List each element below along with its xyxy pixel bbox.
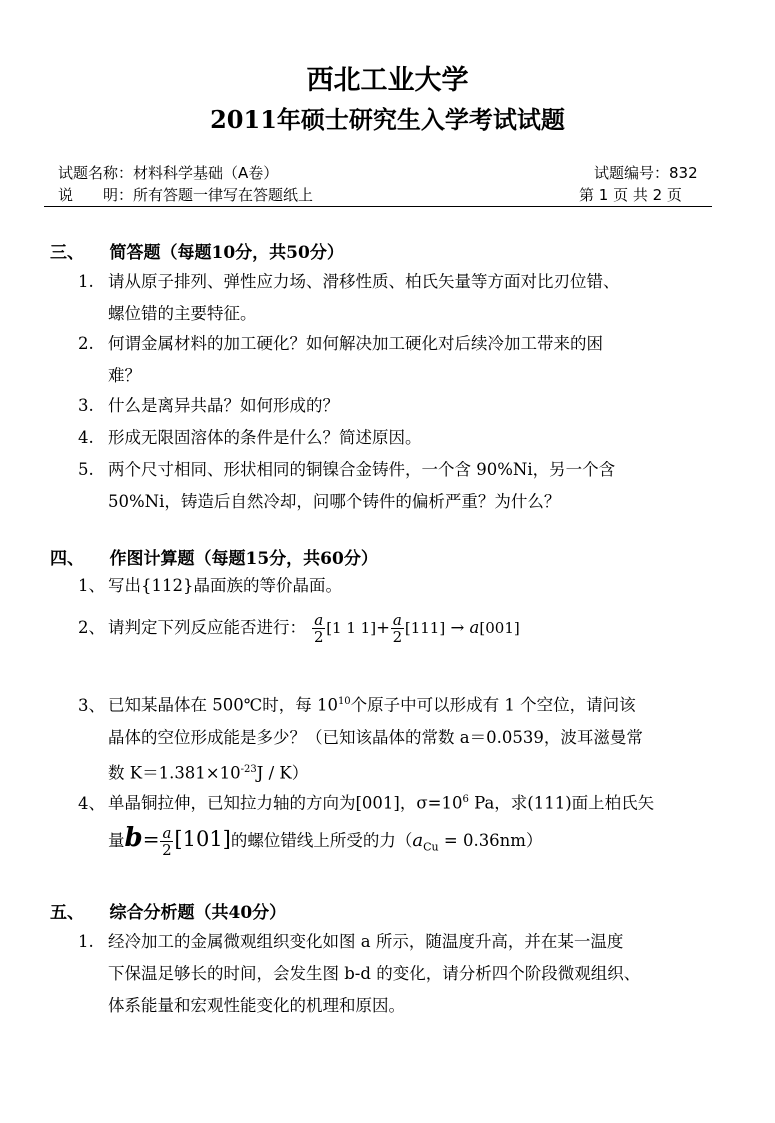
s3-q2-line1: 何谓金属材料的加工硬化？如何解决加工硬化对后续冷加工带来的困 bbox=[108, 334, 603, 353]
s4-q2-result-a: a bbox=[469, 618, 480, 637]
s4-q2-num: 2、 bbox=[78, 618, 105, 637]
s4-q2-frac2: $\frac{a}{2}$ bbox=[392, 611, 403, 646]
header-divider bbox=[44, 206, 712, 207]
s5-q1-line3: 体系能量和宏观性能变化的机理和原因。 bbox=[108, 996, 405, 1015]
s3-q1-num: 1. bbox=[78, 272, 94, 291]
s4-q2-dir1: [1 1 1] bbox=[326, 619, 377, 637]
s4-q4-exp: 6 bbox=[462, 794, 469, 805]
s4-q3-line2: 晶体的空位形成能是多少？（已知该晶体的常数 a＝0.0539，波耳滋曼常 bbox=[108, 727, 643, 747]
s4-q4-cont bbox=[78, 820, 542, 865]
s4-q4-eq: = bbox=[142, 827, 160, 851]
s4-q3-exp2: -23 bbox=[240, 763, 257, 775]
s3-q3 bbox=[78, 390, 339, 422]
s5-q1-line2: 下保温足够长的时间，会发生图 b-d 的变化，请分析四个阶段微观组织、 bbox=[108, 964, 641, 983]
section-5-heading: 五、 综合分析题（共40分） bbox=[50, 903, 287, 923]
s3-q1-line2: 螺位错的主要特征。 bbox=[108, 304, 257, 323]
s4-q4-acu: a bbox=[412, 830, 424, 851]
s4-q2-frac1: $\frac{a}{2}$ bbox=[313, 611, 324, 646]
s4-q4-line1b: Pa，求(111)面上柏氏矢 bbox=[474, 793, 655, 813]
s4-q2-dir2: [111] bbox=[404, 619, 446, 637]
s4-q3-exp1: 10 bbox=[337, 696, 351, 707]
s4-q2-plus: + bbox=[376, 618, 390, 637]
s4-q1-text: 写出{112}晶面族的等价晶面。 bbox=[108, 576, 342, 595]
s4-q4-acu-val: = 0.36nm） bbox=[443, 831, 543, 850]
s4-q2 bbox=[78, 612, 520, 645]
s4-q4 bbox=[78, 784, 654, 820]
s5-q1-num: 1. bbox=[78, 932, 94, 951]
section-4-heading: 四、 作图计算题（每题15分，共60分） bbox=[50, 549, 378, 569]
s4-q4-num: 4、 bbox=[78, 793, 105, 813]
s3-q5-num: 5. bbox=[78, 460, 94, 479]
section-3-heading: 三、 简答题（每题10分，共50分） bbox=[50, 243, 344, 263]
subject-label: 试题名称：材料科学基础（A卷） bbox=[58, 164, 279, 182]
s3-q4-num: 4. bbox=[78, 428, 94, 447]
s3-q2-num: 2. bbox=[78, 334, 94, 353]
s5-q1 bbox=[78, 926, 640, 1022]
s3-q3-line1: 什么是离异共晶？如何形成的？ bbox=[108, 396, 339, 415]
s3-q2-line2: 难？ bbox=[108, 366, 141, 385]
s3-q1 bbox=[78, 266, 620, 330]
s3-q3-num: 3. bbox=[78, 396, 94, 415]
s3-q1-line1: 请从原子排列、弹性应力场、滑移性质、柏氏矢量等方面对比刃位错、 bbox=[108, 272, 620, 291]
s4-q4-line2b: 的螺位错线上所受的力（ bbox=[230, 831, 413, 850]
s3-q2 bbox=[78, 328, 603, 392]
s3-q4-line1: 形成无限固溶体的条件是什么？简述原因。 bbox=[108, 428, 422, 447]
s4-q4-line1a: 单晶铜拉伸，已知拉力轴的方向为[001]，σ=10 bbox=[108, 793, 463, 813]
s4-q4-b: b bbox=[124, 823, 143, 853]
s3-q5-line2: 50%Ni，铸造后自然冷却，问哪个铸件的偏析严重？为什么？ bbox=[108, 492, 561, 511]
s4-q1-num: 1、 bbox=[78, 576, 105, 595]
s4-q3-line3b: J / K） bbox=[256, 763, 309, 782]
s3-q5 bbox=[78, 454, 615, 518]
s4-q4-acu-sub: Cu bbox=[423, 840, 439, 854]
note-label: 说 明：所有答题一律写在答题纸上 bbox=[58, 186, 314, 204]
s3-q4 bbox=[78, 422, 422, 454]
s4-q1 bbox=[78, 570, 342, 602]
s5-q1-line1: 经冷加工的金属微观组织变化如图 a 所示，随温度升高，并在某一温度 bbox=[108, 932, 624, 951]
s4-q2-arrow: → bbox=[450, 618, 465, 637]
exam-title: 2011年硕士研究生入学考试试题 bbox=[210, 105, 565, 134]
s4-q4-frac: $\frac{a}{2}$ bbox=[162, 824, 172, 859]
page-indicator: 第 1 页 共 2 页 bbox=[579, 186, 682, 204]
s3-q5-line1: 两个尺寸相同、形状相同的铜镍合金铸件，一个含 90%Ni，另一个含 bbox=[108, 460, 616, 479]
s4-q4-line2a: 量 bbox=[108, 831, 125, 850]
exam-code: 试题编号：832 bbox=[594, 164, 698, 182]
s4-q4-dir: [101] bbox=[174, 827, 231, 851]
university-name: 西北工业大学 bbox=[306, 65, 469, 96]
s4-q3 bbox=[78, 686, 643, 789]
s4-q2-text: 请判定下列反应能否进行： bbox=[108, 618, 306, 637]
s4-q2-result-dir: [001] bbox=[479, 619, 520, 637]
s4-q3-line1a: 已知某晶体在 500℃时，每 10 bbox=[108, 695, 338, 715]
s4-q3-line3a: 数 K＝1.381×10 bbox=[108, 763, 241, 782]
s4-q3-num: 3、 bbox=[78, 695, 105, 715]
s4-q3-line1b: 个原子中可以形成有 1 个空位，请问该 bbox=[350, 695, 636, 715]
